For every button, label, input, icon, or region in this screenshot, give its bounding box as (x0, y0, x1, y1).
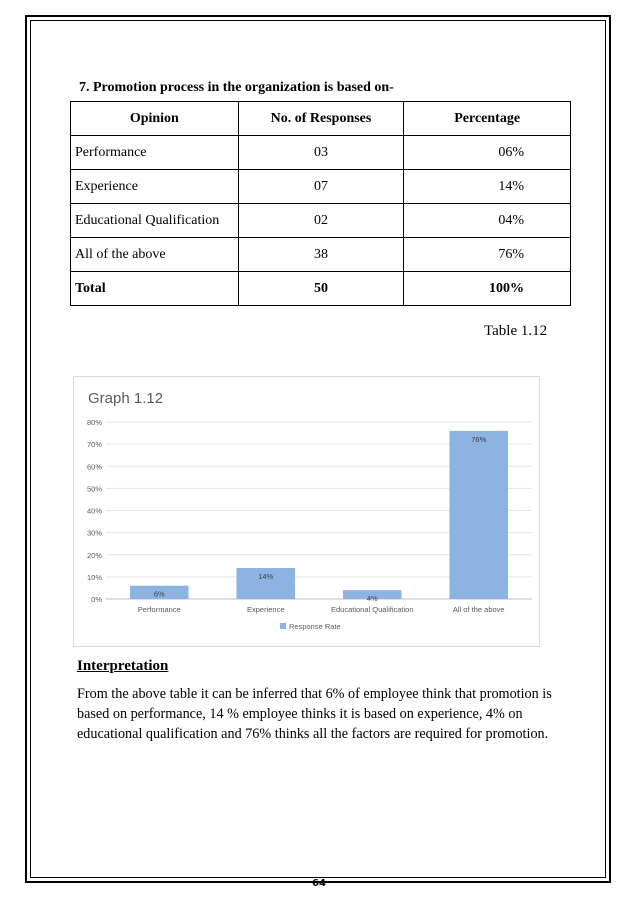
interpretation-text: From the above table it can be inferred that 6% of employee think that promotion is based on performance, 14 % employee thinks it is based on experience, 4% on educational qualification and 76% thinks all the factors are required for promotion. (77, 686, 552, 742)
header-percentage: Percentage (404, 102, 571, 136)
cell-responses: 07 (238, 170, 404, 204)
total-label: Total (71, 272, 239, 306)
data-label: 4% (366, 594, 378, 604)
x-tick-label: All of the above (452, 605, 505, 614)
interpretation-heading: Interpretation (77, 658, 169, 674)
cell-percentage: 04% (404, 204, 571, 238)
cell-responses: 02 (238, 204, 404, 238)
cell-responses: 03 (238, 136, 404, 170)
y-tick-label: 20% (86, 550, 102, 560)
y-tick-label: 30% (86, 528, 102, 538)
cell-responses: 38 (238, 238, 404, 272)
y-tick-label: 70% (86, 440, 102, 450)
legend-swatch (280, 623, 286, 629)
cell-percentage: 14% (404, 170, 571, 204)
y-tick-label: 80% (86, 418, 102, 427)
y-tick-label: 0% (91, 595, 102, 604)
y-tick-label: 10% (86, 572, 102, 582)
bar (449, 431, 508, 599)
table-row (71, 204, 571, 238)
cell-percentage: 06% (404, 136, 571, 170)
table-caption: Table 1.12 (484, 323, 548, 339)
table-total-row (71, 272, 571, 306)
page-number: 64 (312, 878, 326, 889)
chart-svg (74, 377, 541, 648)
header-responses: No. of Responses (238, 102, 404, 136)
question-heading: 7. Promotion process in the organization is based on- (79, 80, 394, 95)
table-row (71, 170, 571, 204)
y-tick-label: 40% (86, 506, 102, 516)
x-tick-label: Performance (137, 605, 181, 614)
x-tick-label: Educational Qualification (330, 605, 414, 614)
table-header-row (71, 102, 571, 136)
cell-percentage: 76% (404, 238, 571, 272)
chart-title: Graph 1.12 (88, 390, 164, 407)
table-row (71, 238, 571, 272)
data-label: 76% (471, 434, 487, 444)
data-label: 14% (258, 572, 274, 582)
cell-opinion: Educational Qualification (71, 204, 239, 238)
x-tick-label: Experience (246, 605, 285, 614)
bar-chart (73, 376, 540, 647)
data-label: 6% (153, 589, 165, 599)
responses-table (70, 101, 571, 306)
legend-label: Response Rate (289, 622, 341, 631)
table-row (71, 136, 571, 170)
header-opinion: Opinion (71, 102, 239, 136)
cell-opinion: All of the above (71, 238, 239, 272)
y-tick-label: 60% (86, 462, 102, 472)
cell-opinion: Performance (71, 136, 239, 170)
total-percentage: 100% (404, 272, 571, 306)
y-tick-label: 50% (86, 484, 102, 494)
total-responses: 50 (238, 272, 404, 306)
cell-opinion: Experience (71, 170, 239, 204)
